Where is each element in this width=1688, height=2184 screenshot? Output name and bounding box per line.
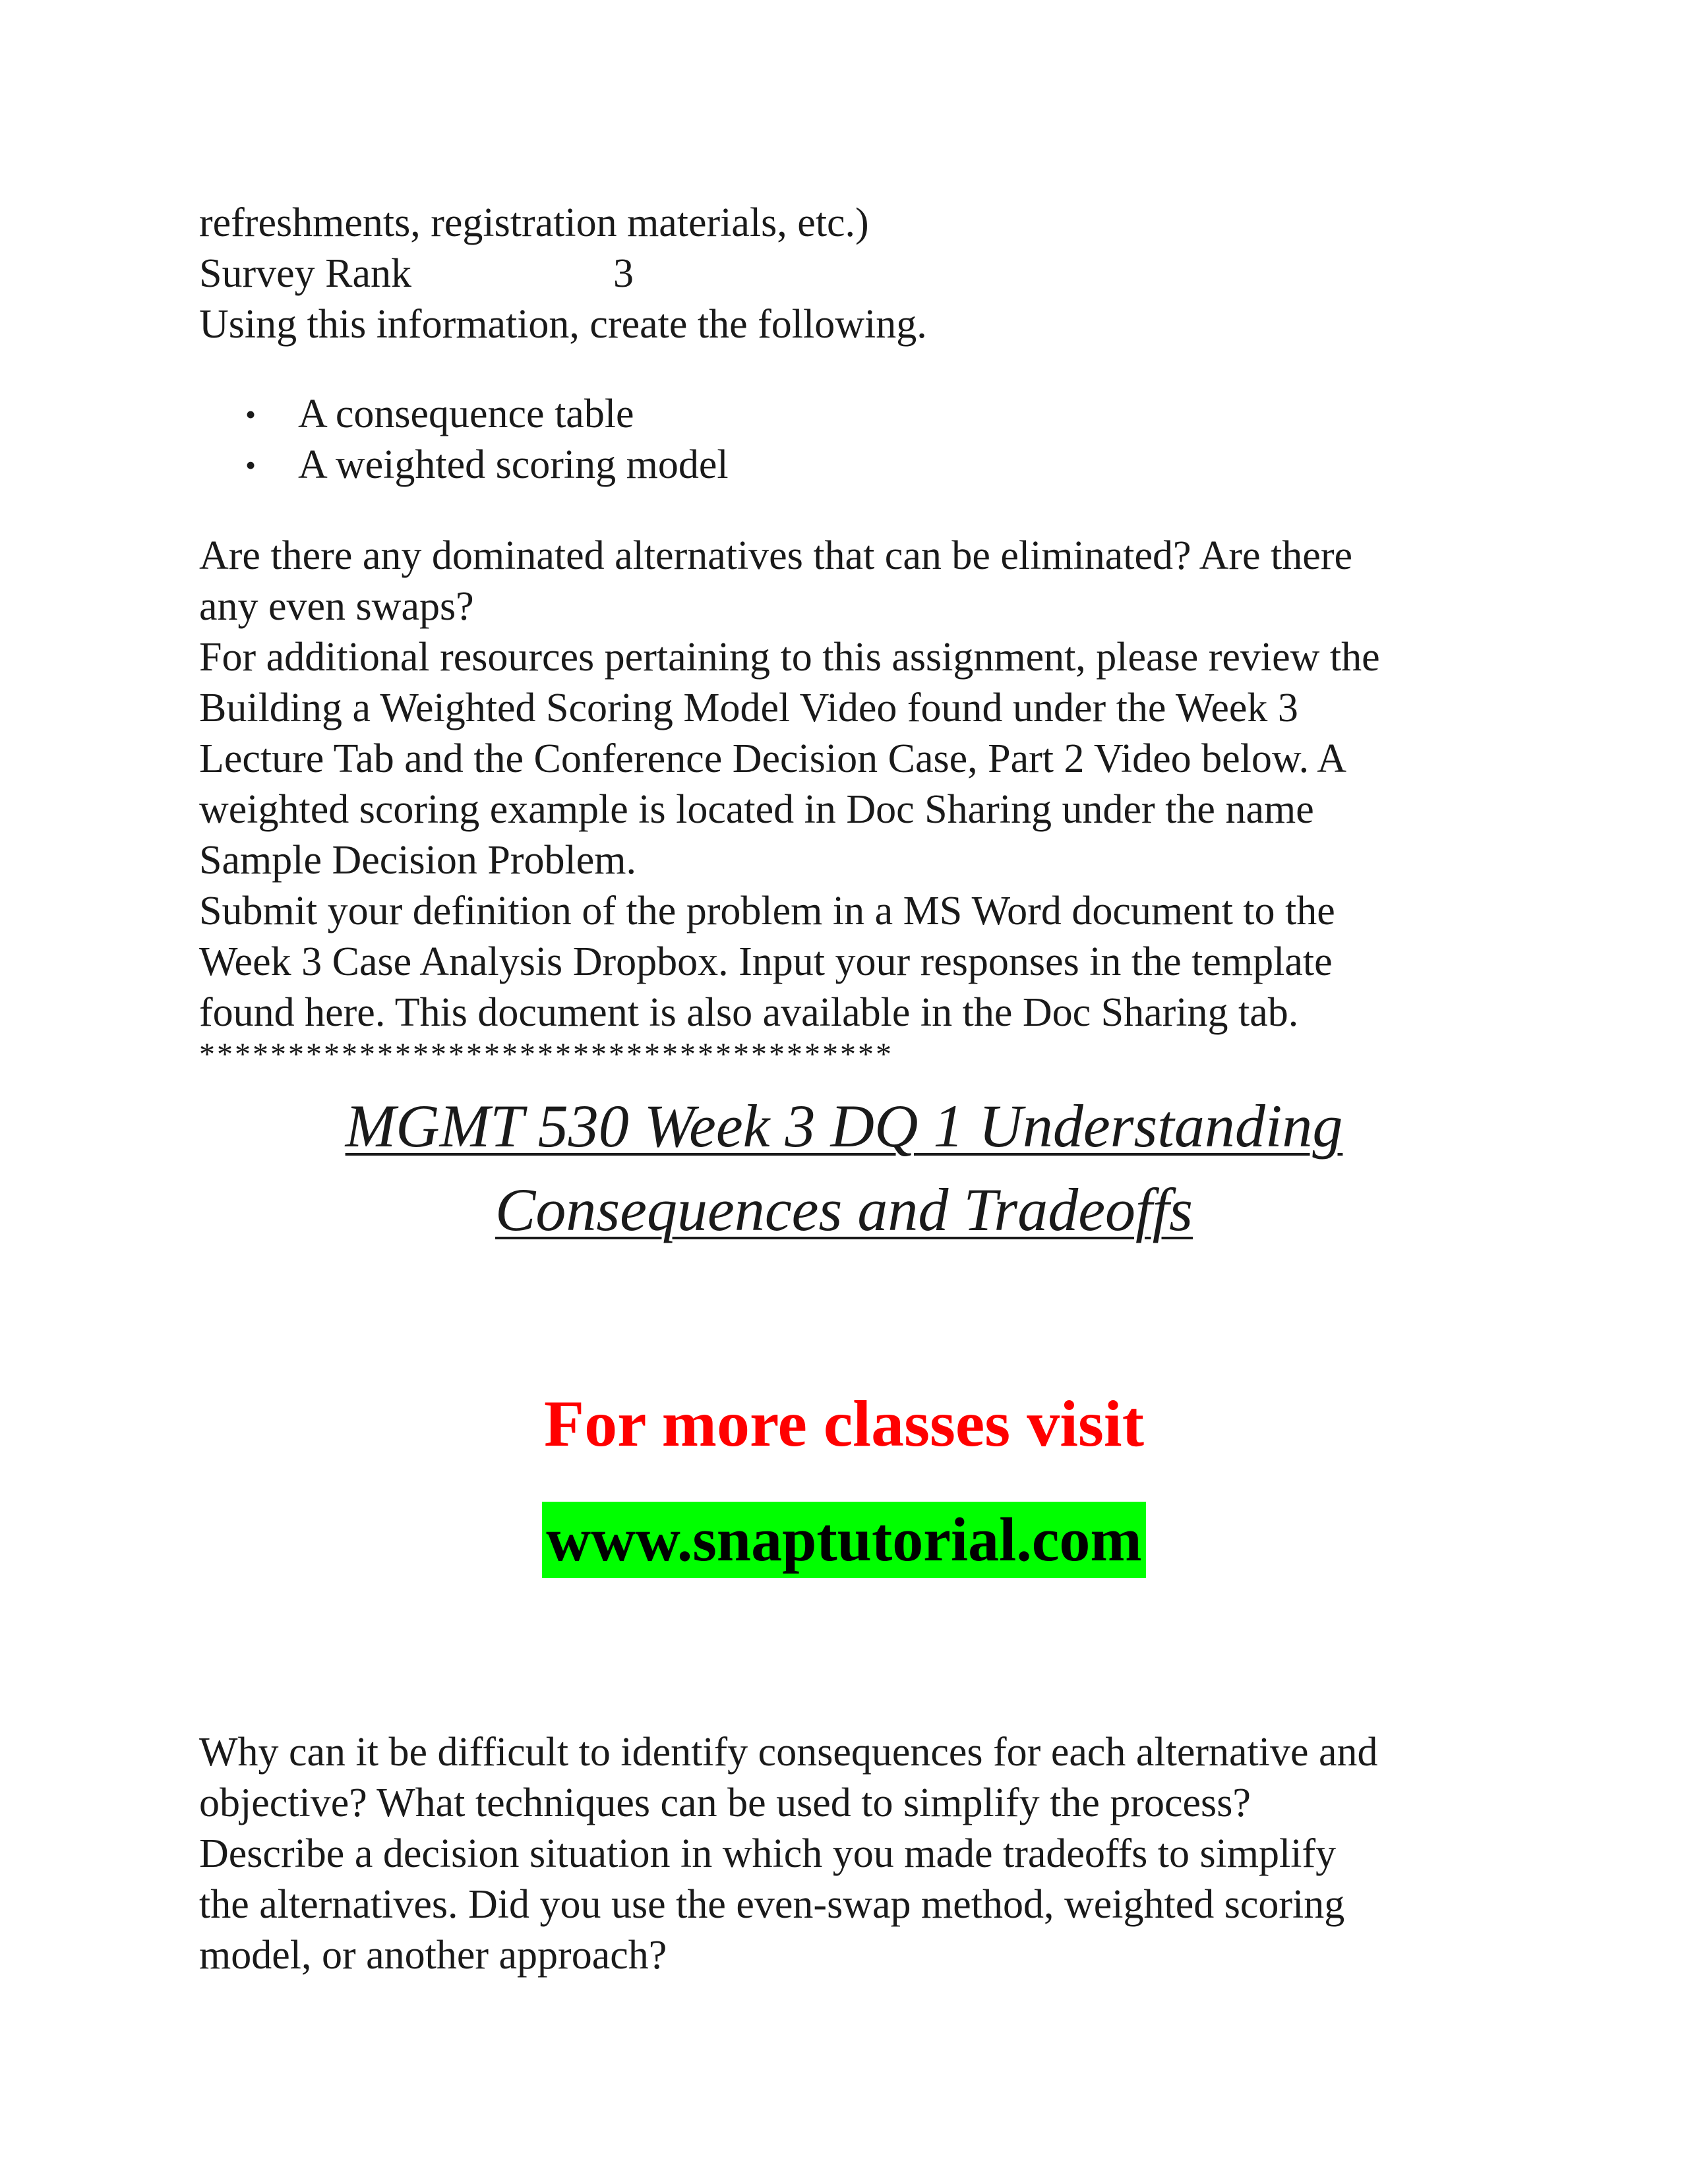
survey-rank-value: 3 <box>613 251 634 296</box>
paragraph-line: Sample Decision Problem. <box>199 838 636 883</box>
paragraph-line: Lecture Tab and the Conference Decision Case, Part 2 Video below. A <box>199 736 1347 781</box>
bullet-marker: • <box>245 448 256 482</box>
paragraph-line: weighted scoring example is located in Doc Sharing under the name <box>199 787 1314 832</box>
paragraph-line: Are there any dominated alternatives that can be eliminated? Are there <box>199 533 1352 578</box>
question-line: objective? What techniques can be used to simplify the process? <box>199 1781 1251 1825</box>
intro-line: refreshments, registration materials, etc.) <box>199 200 869 245</box>
asterisk-separator: *************************************** <box>199 1037 893 1072</box>
bullet-marker: • <box>245 398 256 431</box>
question-line: model, or another approach? <box>199 1933 667 1978</box>
instruction-line: Using this information, create the following. <box>199 302 927 347</box>
promo-link-wrap <box>0 1502 1688 1578</box>
bullet-item: A weighted scoring model <box>298 442 729 487</box>
paragraph-line: Submit your definition of the problem in a MS Word document to the <box>199 889 1335 933</box>
paragraph-line: any even swaps? <box>199 584 474 629</box>
title-heading-line1: MGMT 530 Week 3 DQ 1 Understanding <box>345 1092 1343 1160</box>
paragraph-line: For additional resources pertaining to this assignment, please review the <box>199 635 1380 680</box>
question-line: Describe a decision situation in which you made tradeoffs to simplify <box>199 1831 1337 1876</box>
paragraph-line: Building a Weighted Scoring Model Video found under the Week 3 <box>199 686 1298 730</box>
survey-rank-row <box>199 249 411 299</box>
question-line: the alternatives. Did you use the even-swap method, weighted scoring <box>199 1882 1345 1927</box>
promo-link[interactable]: www.snaptutorial.com <box>542 1502 1145 1578</box>
question-line: Why can it be difficult to identify consequences for each alternative and <box>199 1730 1378 1775</box>
paragraph-line: found here. This document is also available in the Doc Sharing tab. <box>199 990 1299 1035</box>
paragraph-line: Week 3 Case Analysis Dropbox. Input your responses in the template <box>199 939 1333 984</box>
survey-rank-label: Survey Rank <box>199 251 412 296</box>
title-heading-line2: Consequences and Tradeoffs <box>495 1176 1193 1243</box>
bullet-item: A consequence table <box>298 392 634 436</box>
promo-text: For more classes visit <box>543 1387 1144 1460</box>
